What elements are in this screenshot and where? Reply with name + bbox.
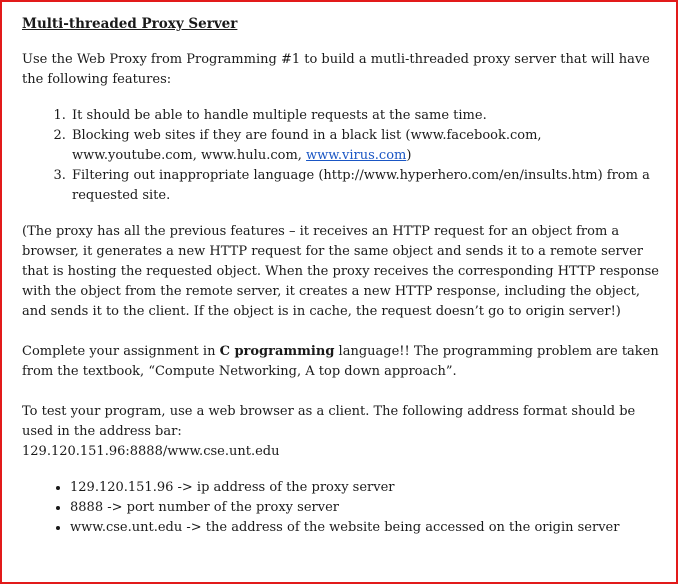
assignment-text-before: Complete your assignment in <box>22 344 220 359</box>
feature-item-3 <box>70 166 662 206</box>
feature-item-2-text: Blocking web sites if they are found in a black list (www.facebook.com, www.youtube.com, www.hulu.com, <box>72 128 542 163</box>
feature-item-2-close: ) <box>406 148 412 163</box>
assignment-emphasis: C programming <box>219 344 335 359</box>
address-part-ip: • 129.120.151.96 -> ip address of the proxy server <box>70 478 662 498</box>
intro-paragraph: Use the Web Proxy from Programming #1 to build a mutli-threaded proxy server that will have the following features: <box>22 52 650 87</box>
document-title: Multi-threaded Proxy Server <box>22 16 238 32</box>
test-text: To test your program, use a web browser as a client. The following address format should be used in the address bar: <box>22 404 636 439</box>
feature-item-2 <box>70 126 662 166</box>
address-part-port: • 8888 -> port number of the proxy server <box>70 498 662 518</box>
virus-site-link[interactable]: www.virus.com <box>306 148 407 163</box>
proxy-note-paragraph: (The proxy has all the previous features – it receives an HTTP request for an object from a browser, it generates a new HTTP request for the same object and sends it to a remote server that is hosting the requested object. When the proxy receives the corresponding HTTP response with the object from the remote server, it creates a new HTTP response, including the object, and sends it to the client. If the object is in cache, the request doesn’t go to origin server!) <box>22 224 659 319</box>
document-body <box>22 14 662 538</box>
feature-item-1-text: It should be able to handle multiple requests at the same time. <box>72 108 487 123</box>
assignment-text-after: language!! The programming problem are taken from the textbook, “Compute Networking, A top down approach”. <box>22 344 659 379</box>
test-example-address: 129.120.151.96:8888/www.cse.unt.edu <box>22 444 280 459</box>
assignment-paragraph <box>22 342 662 382</box>
test-instructions <box>22 402 662 462</box>
feature-item-3-text: Filtering out inappropriate language (http://www.hyperhero.com/en/insults.htm) from a requested site. <box>72 168 650 203</box>
address-part-site: • www.cse.unt.edu -> the address of the website being accessed on the origin server <box>70 518 662 538</box>
address-parts-list <box>22 478 662 538</box>
feature-item-1 <box>70 106 662 126</box>
features-list <box>22 106 662 206</box>
